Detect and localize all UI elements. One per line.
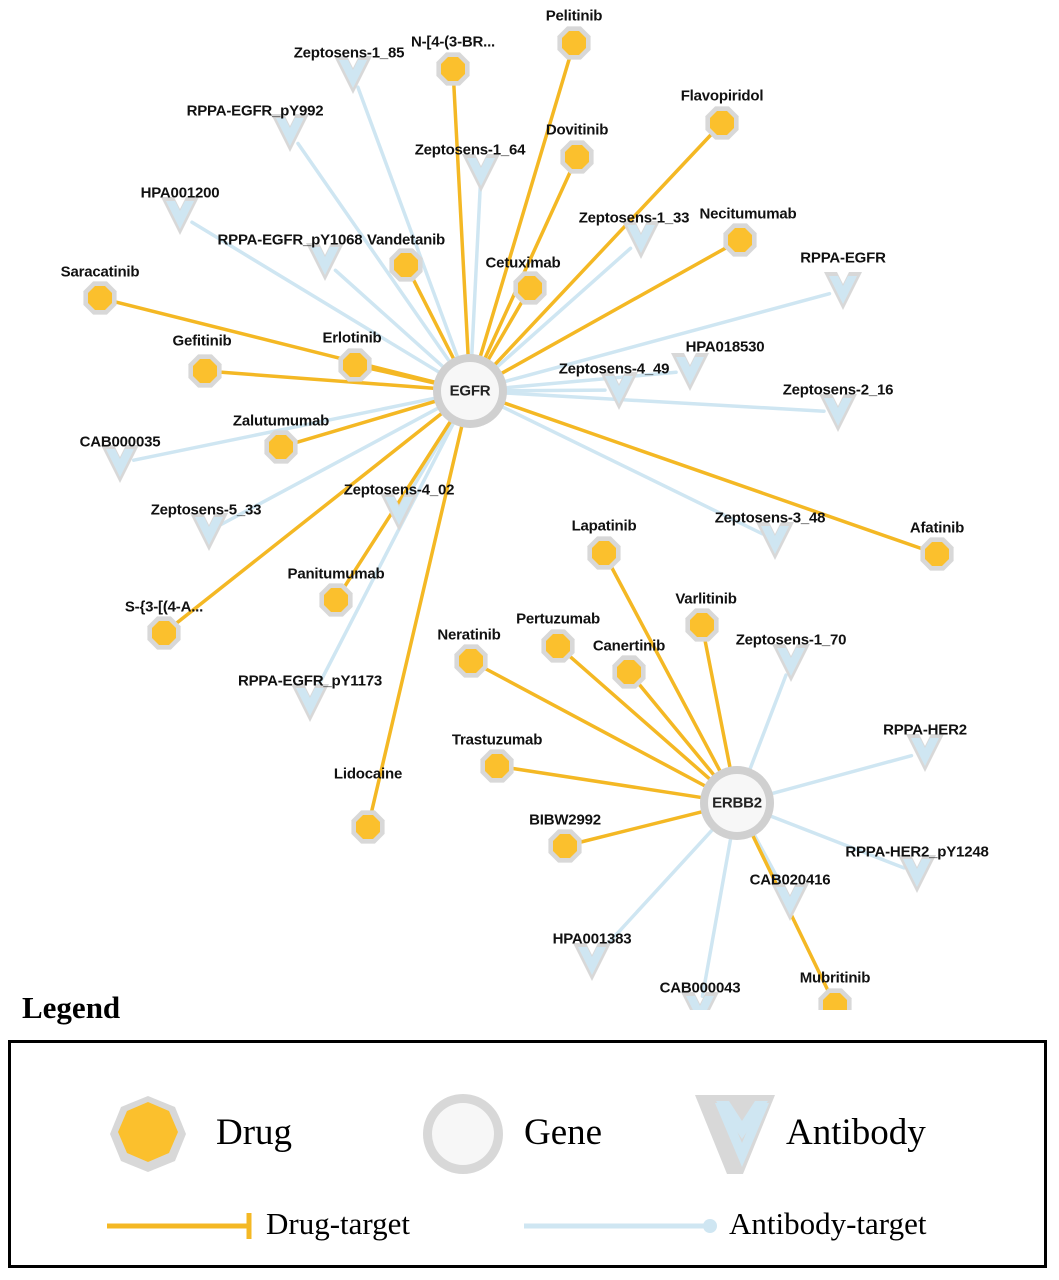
antibody-label: Zeptosens-1_85 [293, 44, 405, 62]
drug-label: Mubritinib [799, 969, 871, 987]
antibody-label: RPPA-EGFR_pY992 [186, 102, 324, 120]
legend-antibody-edge [524, 1219, 717, 1233]
antibody-label: HPA001383 [552, 930, 632, 948]
antibody-node[interactable] [622, 221, 660, 259]
antibody-target-edge [702, 833, 731, 997]
drug-label: Flavopiridol [680, 87, 764, 105]
antibody-node[interactable] [462, 154, 500, 192]
antibody-node[interactable] [898, 855, 936, 893]
drug-label: Neratinib [437, 626, 501, 644]
antibody-label: CAB000043 [659, 979, 741, 997]
drug-label: Dovitinib [545, 121, 609, 139]
drug-label: Pertuzumab [516, 610, 600, 628]
drug-node[interactable] [723, 223, 756, 256]
drug-node[interactable] [83, 281, 116, 314]
antibody-label: CAB020416 [749, 871, 831, 889]
legend-label-gene: Gene [524, 1112, 603, 1153]
drug-label: Gefitinib [172, 332, 232, 350]
antibody-node[interactable] [772, 644, 810, 682]
drug-node[interactable] [557, 26, 590, 59]
antibody-node[interactable] [906, 734, 944, 772]
antibody-label: Zeptosens-4_49 [558, 360, 670, 378]
drug-label: Necitumumab [699, 205, 797, 223]
antibody-node[interactable] [771, 883, 809, 921]
drug-node[interactable] [685, 608, 718, 641]
antibody-target-edge [766, 756, 912, 795]
legend-title: Legend [22, 990, 121, 1025]
drug-node[interactable] [818, 988, 851, 1010]
antibody-node[interactable] [824, 272, 862, 310]
antibody-label: Zeptosens-5_33 [150, 501, 262, 519]
drug-label: Zalutumumab [232, 412, 330, 430]
legend-label-drug-target: Drug-target [266, 1206, 411, 1241]
legend-box [8, 1040, 1047, 1268]
drug-target-edge [345, 416, 454, 585]
drug-node[interactable] [612, 655, 645, 688]
antibody-target-edge [748, 675, 786, 775]
antibody-label: HPA018530 [685, 338, 765, 356]
antibody-node[interactable] [306, 243, 344, 281]
antibody-node[interactable] [161, 197, 199, 235]
antibody-node[interactable] [573, 943, 611, 981]
antibody-label: Zeptosens-4_02 [343, 481, 455, 499]
drug-node[interactable] [920, 537, 953, 570]
antibody-label: RPPA-EGFR_pY1068 [217, 231, 363, 249]
antibody-label: RPPA-EGFR_pY1173 [237, 672, 383, 690]
antibody-node[interactable] [334, 56, 372, 94]
antibody-node[interactable] [271, 114, 309, 152]
legend-gene-icon [423, 1094, 503, 1174]
antibody-target-edge [500, 393, 824, 411]
legend-label-antibody-target: Antibody-target [729, 1206, 927, 1241]
drug-label: Varlitinib [675, 590, 737, 608]
drug-node[interactable] [548, 829, 581, 862]
drug-label: Lidocaine [333, 765, 403, 783]
drug-label: Erlotinib [322, 329, 382, 347]
antibody-label: Zeptosens-1_33 [578, 209, 690, 227]
antibody-node[interactable] [291, 684, 329, 722]
antibody-target-edge [500, 390, 605, 391]
antibody-label: Zeptosens-3_48 [714, 509, 826, 527]
antibody-target-edge [472, 186, 481, 361]
drug-label: BIBW2992 [529, 811, 601, 829]
drug-node[interactable] [351, 810, 384, 843]
gene-label: EGFR [449, 382, 491, 400]
gene-label: ERBB2 [712, 794, 762, 812]
drug-label: Afatinib [909, 519, 965, 537]
drug-node[interactable] [705, 106, 738, 139]
drug-label: Saracatinib [60, 263, 140, 281]
drug-node[interactable] [389, 248, 422, 281]
antibody-node[interactable] [190, 513, 228, 551]
drug-node[interactable] [560, 140, 593, 173]
drug-node[interactable] [541, 629, 574, 662]
antibody-node[interactable] [756, 522, 794, 560]
drug-label: Vandetanib [366, 231, 446, 249]
drug-label: Pelitinib [545, 7, 603, 25]
legend-drug-icon [110, 1096, 186, 1172]
antibody-node[interactable] [101, 445, 139, 483]
drug-target-edge [640, 685, 718, 780]
legend-antibody-icon [695, 1095, 775, 1174]
antibody-label: RPPA-HER2_pY1248 [845, 843, 989, 861]
drug-target-edge [372, 369, 441, 385]
drug-node[interactable] [264, 430, 297, 463]
drug-target-edge [498, 401, 921, 549]
drug-node[interactable] [436, 52, 469, 85]
antibody-label: CAB000035 [79, 433, 161, 451]
antibody-target-edge [358, 87, 460, 363]
drug-label: Cetuximab [485, 254, 561, 272]
legend-label-antibody: Antibody [786, 1112, 926, 1153]
drug-target-edge [454, 86, 469, 361]
antibody-label: RPPA-EGFR [800, 249, 886, 267]
drug-node[interactable] [338, 348, 371, 381]
drug-label: N-[4-(3-BR... [410, 33, 496, 51]
drug-node[interactable] [188, 354, 221, 387]
legend-drug-edge [107, 1213, 249, 1239]
drug-label: Trastuzumab [451, 731, 543, 749]
drug-label: Panitumumab [287, 565, 385, 583]
antibody-label: Zeptosens-1_70 [735, 631, 847, 649]
drug-node[interactable] [480, 749, 513, 782]
antibody-node[interactable] [819, 394, 857, 432]
antibody-label: HPA001200 [140, 184, 220, 202]
drug-label: Canertinib [592, 637, 666, 655]
drug-label: Lapatinib [571, 517, 637, 535]
drug-node[interactable] [513, 271, 546, 304]
drug-node[interactable] [587, 536, 620, 569]
legend-label-drug: Drug [216, 1112, 293, 1153]
antibody-label: Zeptosens-1_64 [414, 141, 526, 159]
antibody-label: Zeptosens-2_16 [782, 381, 894, 399]
drug-label: S-{3-[(4-A... [124, 598, 204, 616]
drug-node[interactable] [319, 583, 352, 616]
drug-node[interactable] [147, 616, 180, 649]
drug-node[interactable] [454, 644, 487, 677]
antibody-label: RPPA-HER2 [883, 721, 967, 739]
